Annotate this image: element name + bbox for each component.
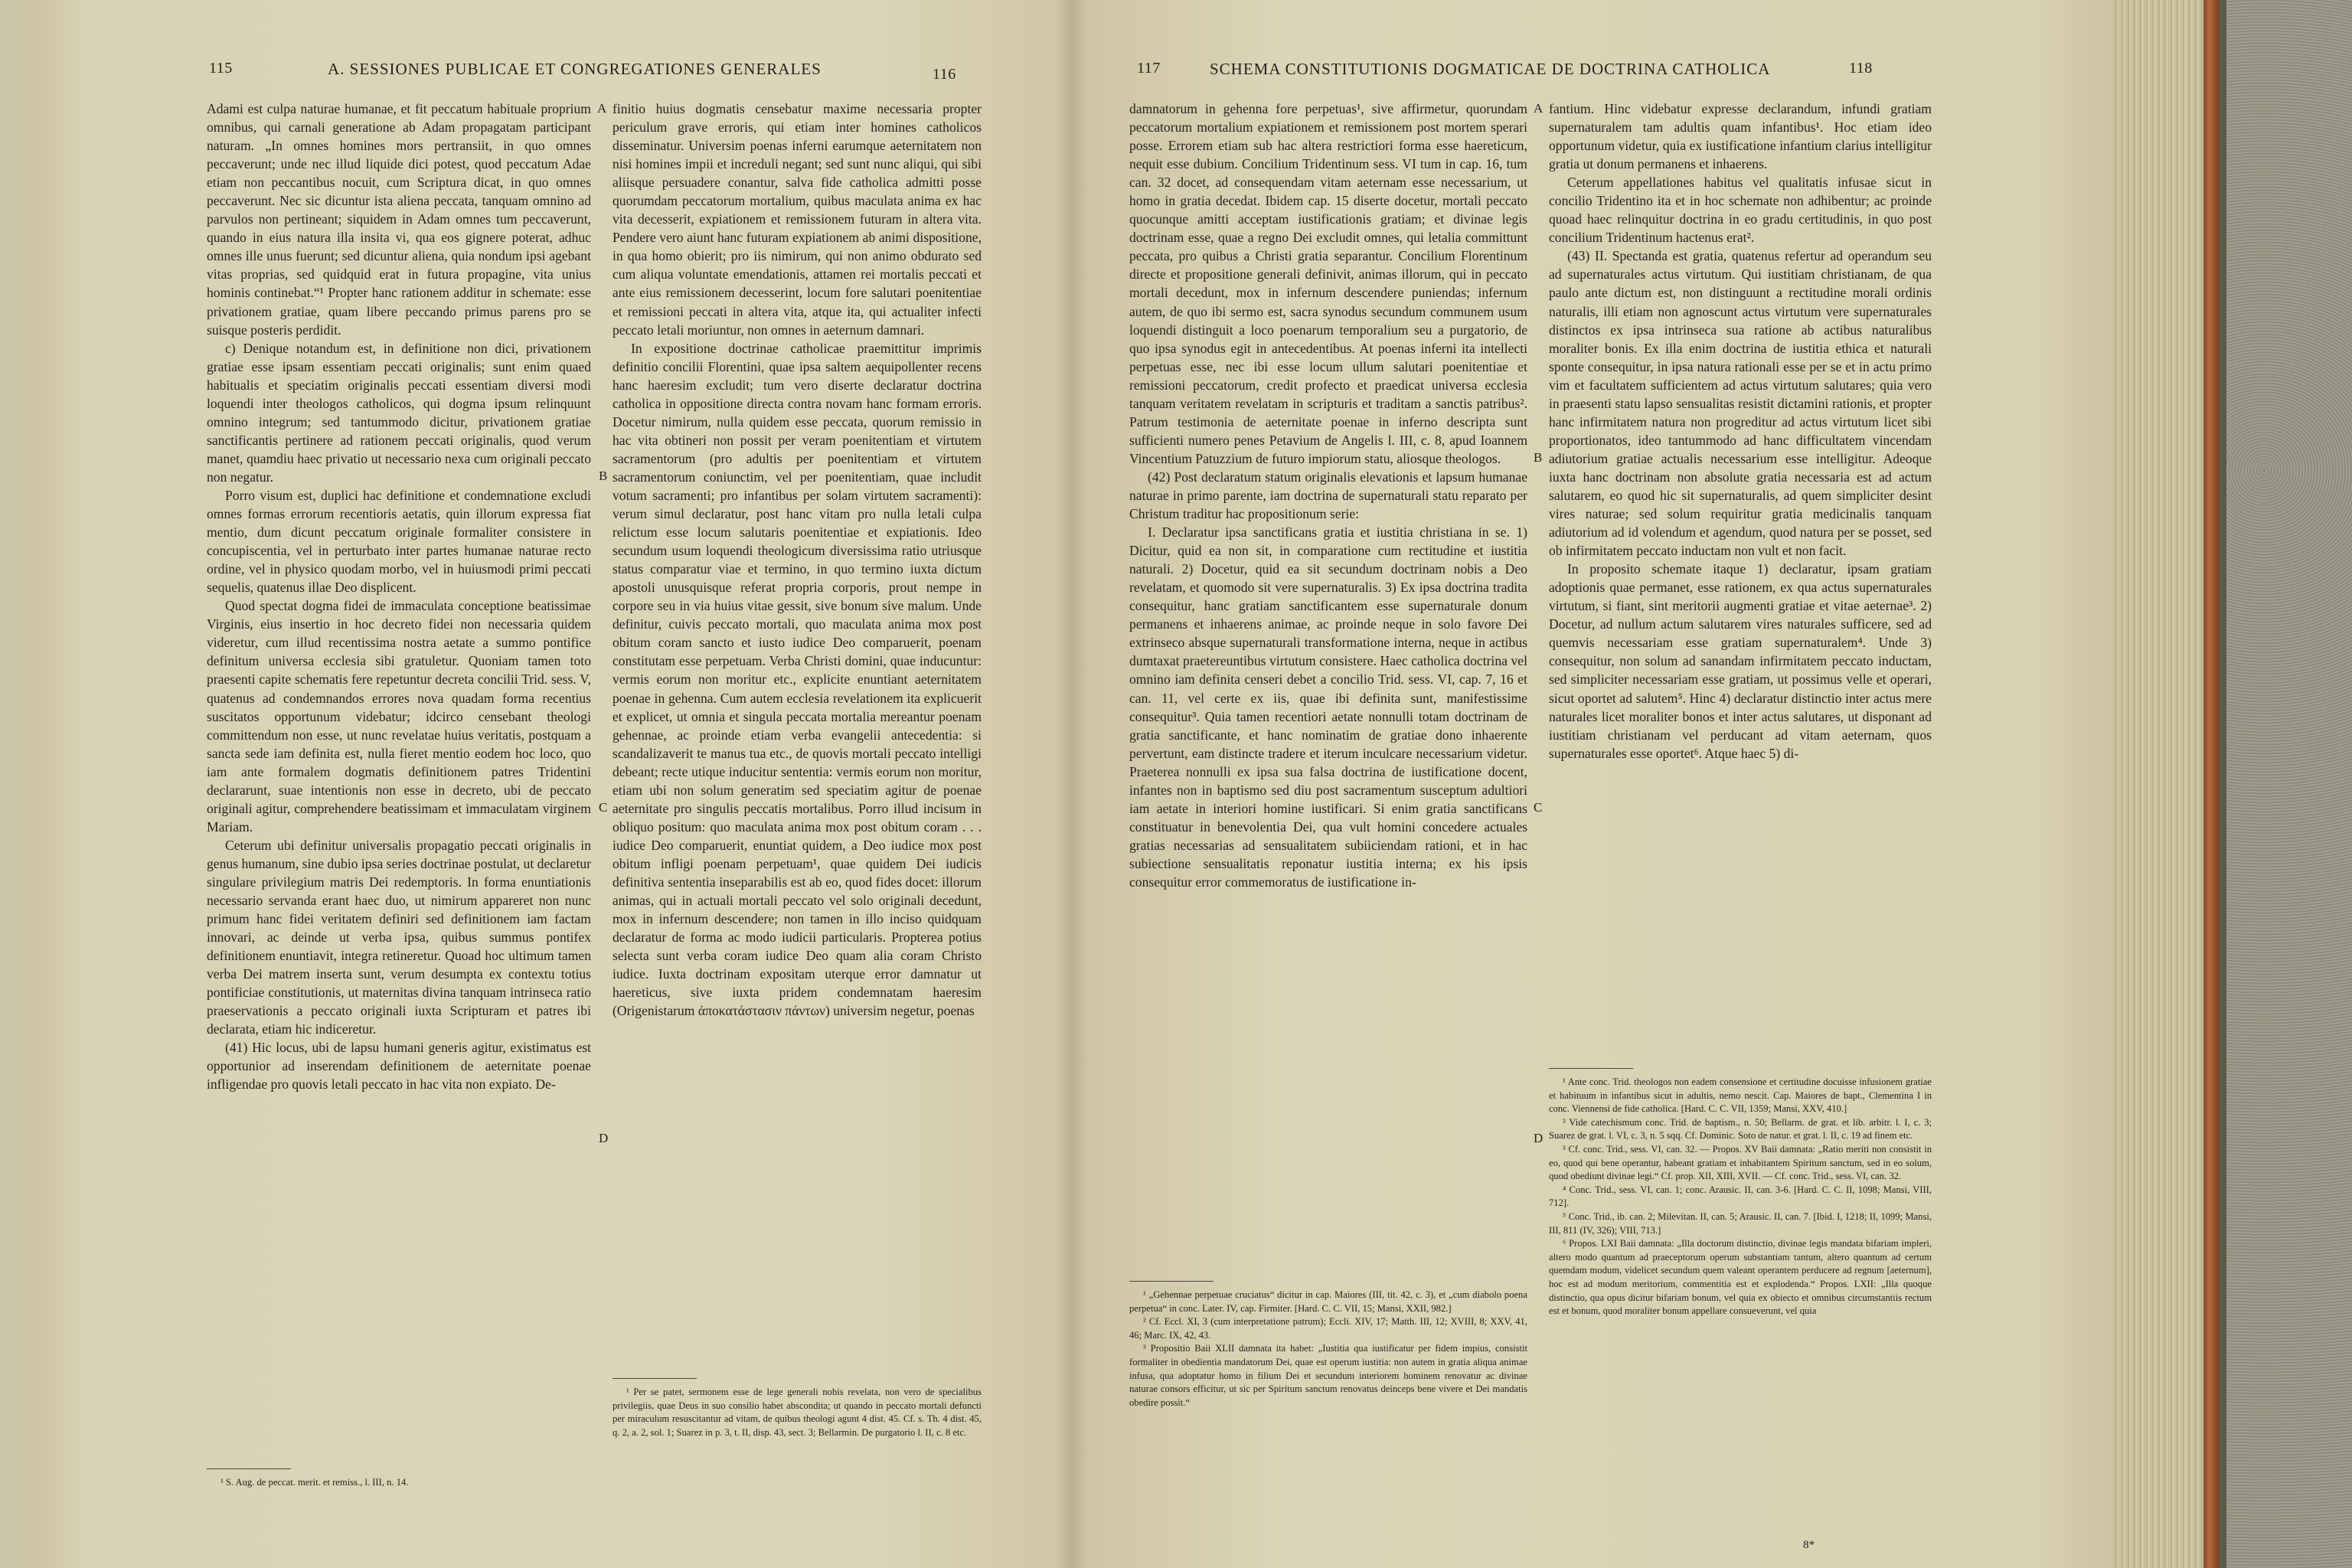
footnote: ⁵ Conc. Trid., ib. can. 2; Milevitan. II, can. 5; Arausic. II, can. 7. [Ibid. I, 1218; II, 1099; Mansi, III, 811 (IV, 326); VIII, 713.] [1549,1210,1932,1236]
right-running-title: SCHEMA CONSTITUTIONIS DOGMATICAE DE DOCTRINA CATHOLICA [1210,60,1771,78]
footnote: ³ Propositio Baii XLII damnata ita habet: „Iustitia qua iustificatur per fidem impius, consistit formaliter in obedientia mandatorum Dei, quae est operum iustitia: non autem in gratia aliqua animae infusa, qua adoptatur homo in filium Dei et secundum interiorem hominem renovatur ac divinae naturae consors efficitur, ut sic per Spiritum sanctum renovatus deinceps bene vivere et Dei mandatis obedire possit.“ [1129,1343,1527,1408]
right-page-number-117: 117 [1137,60,1161,77]
paragraph: Adami est culpa naturae humanae, et fit peccatum habituale proprium omnibus, qui carnali generatione ab Adam propagatam participant naturam. „In omnes homines mors pertransiit, in quo omnes peccaverunt; unde nec illud liquide dici potest, quod peccatum Adae etiam non peccantibus nocuit, cum Scriptura dicat, in quo omnes peccaverunt. Nec sic dicuntur ista aliena peccata, tanquam omnino ad parvulos non pertineant; siquidem in Adam omnes tum peccaverunt, quando in eius natura illa insita vi, qua eos gignere poterat, adhuc omnes ille unus fuerunt; sed dicuntur aliena, quia nondum ipsi agebant vitas proprias, sed quidquid erat in futura propagine, vita unius hominis continebat.“¹ Propter hanc rationem additur in schemate: esse privationem gratiae, quam libere peccando primus parens pro se suisque posteris perdidit. [207,101,591,338]
footnote-rule [612,1378,697,1379]
right-footnotes-col2 [1549,1076,1932,1318]
right-page [1076,0,2121,1568]
footnote: ⁴ Conc. Trid., sess. VI, can. 1; conc. Arausic. II, can. 3-6. [Hard. C. C. II, 1098; Mansi, VIII, 712]. [1549,1184,1932,1209]
left-page-number-116: 116 [933,66,956,83]
footnote: ⁶ Propos. LXI Baii damnata: „Illa doctorum distinctio, divinae legis mandata bifariam impleri, altero modo quantum ad praeceptorum operum substantiam tantum, altero quantum ad certum quemdam modum, videlicet secundum quem valeant operantem perducere ad regnum [aeternum], hoc est ad modum meritorium, commentitia est et explodenda.“ Propos. LXII: „Illa quoque distinctio, qua opus dicitur bifariam bonum, vel quia ex obiecto et omnibus circumstantiis rectum est et bonum, quod moraliter bonum appellare consueverunt, vel quia [1549,1238,1932,1317]
margin-letter-b: B [1534,450,1543,465]
page-edges [2113,0,2205,1568]
footnote: ¹ S. Aug. de peccat. merit. et remiss., l. III, n. 14. [220,1477,409,1488]
left-running-title: A. SESSIONES PUBLICAE ET CONGREGATIONES GENERALES [328,60,822,78]
signature-mark: 8* [1803,1539,1815,1551]
left-footnotes-col2 [612,1386,982,1439]
right-column-2 [1549,100,1932,763]
paragraph: c) Denique notandum est, in definitione non dici, privationem gratiae esse ipsam essentiam peccati originalis; sunt enim quaed habitualis et speciatim originalis peccati essentiam diversi modi loquendi inter theologos catholicos, qui dogma ipsum relinquunt omnino integrum; sed tantummodo dicitur, privationem gratiae sanctificantis pertinere ad rationem peccati originalis, quod verum manet, quamdiu haec privatio ut necessario nexa cum originali peccato non negatur. [207,340,591,485]
footnote-rule [1549,1068,1633,1069]
right-footnotes-col1 [1129,1289,1527,1410]
margin-letter-c: C [599,800,608,815]
paragraph: finitio huius dogmatis censebatur maxime necessaria propter periculum grave erroris, qui etiam inter homines catholicos disseminatur. Universim poenas inferni earumque aeternitatem non nisi homines impii et increduli negant; sed sunt nunc aliqui, qui sibi aliisque persuadere conantur, salva fide catholica admitti posse quorumdam peccatorum mortalium, quibus maculata anima ex hac vita decesserit, expiationem et remissionem futuram in altera vita. Pendere vero aiunt hanc futuram expiationem ab animi dispositione, in qua homo obierit; pro iis nimirum, qui non animo obdurato sed cum aliqua voluntate emendationis, attamen rei mortalis peccati et ante eius remissionem decesserint, locum fore salutari poenitentiae et remissioni peccati in altera vita, atque ita, qui actualiter infecti peccato letali moriuntur, non omnes in aeternum damnari. [612,101,982,338]
left-page-number-115: 115 [209,60,233,77]
margin-letter-b: B [599,469,608,483]
footnote: ² Vide catechismum conc. Trid. de baptism., n. 50; Bellarm. de grat. et lib. arbitr. l. I, c. 3; Suarez de grat. l. VI, c. 3, n. 5 sqq. Cf. Dominic. Soto de natur. et grat. l. II, c. 19 ad finem etc. [1549,1116,1932,1142]
paragraph: damnatorum in gehenna fore perpetuas¹, sive affirmetur, quorundam peccatorum mortalium expiationem et remissionem post mortem sperari posse. Errorem etiam sub hac altera restrictiori forma esse haereticum, nequit esse dubium. Concilium Tridentinum sess. VI tum in cap. 16, tum can. 32 docet, ad consequendam vitam aeternam esse necessarium, ut homo in gratia decedat. Ibidem cap. 15 diserte docetur, mortali peccato quocunque amitti acceptam iustificationis gratiam; et divinae legis doctrinam esse, quae a regno Dei excludit omnes, qui letalia committunt peccata, pro quibus a Christi gratia separantur. Concilium Florentinum directe et propositione generali definivit, animas illorum, qui in peccato mortali decedunt, mox in infernum descendere puniendas; infernum autem, de quo ibi sermo est, sacra synodus secundum communem usum loquendi distinguit a loco poenarum temporalium seu a purgatorio, de quo ipsa synodus egit in antecedentibus. At poenas inferni ita intellecti perpetuas esse, nec ibi esse locum ullum salutari poenitentiae et remissioni peccatorum, credit profecto et praedicat universa ecclesia tanquam veritatem revelatam in scripturis et traditam a sanctis patribus². Patrum testimonia de aeternitate poenae in inferno descripta sunt sufficienti numero penes Petavium de Angelis l. III, c. 8, apud Ioannem Vincentium Patuzzium de futuro impiorum statu, aliosque theologos. [1129,101,1527,466]
footnote: ¹ Per se patet, sermonem esse de lege generali nobis revelata, non vero de specialibus privilegiis, quae Deus in suo consilio habet abscondita; ut quando in peccato mortali defuncti per miraculum resuscitantur ad vitam, de quibus theologi agunt 4 dist. 45. Cf. s. Th. 4 dist. 45, q. 2, a. 2, sol. 1; Suarez in p. 3, t. II, disp. 43, sect. 3; Bellarmin. De purgatorio l. II, c. 8 etc. [612,1387,982,1438]
cover-edge [2219,0,2226,1568]
left-column-1 [207,100,591,1094]
cloth-background [2226,0,2352,1568]
right-column-1 [1129,100,1527,891]
cover-board [2203,0,2219,1568]
right-page-number-118: 118 [1849,60,1873,77]
footnote-rule [1129,1281,1214,1282]
margin-letter-a: A [597,101,607,116]
paragraph: (41) Hic locus, ubi de lapsu humani generis agitur, existimatus est opportunior ad inserendam definitionem de aeternitate poenae infligendae pro quovis letali peccato in hac vita non expiato. De- [207,1040,591,1093]
left-column-2 [612,100,982,1020]
left-running-head [23,60,1068,86]
left-page [23,0,1068,1568]
footnote-rule [207,1468,291,1469]
footnote: ³ Cf. conc. Trid., sess. VI, can. 32. — Propos. XV Baii damnata: „Ratio meriti non consistit in eo, quod qui bene operantur, habeant gratiam et inhabitantem Spiritum sanctum, sed in eo solum, quod obediunt divinae legi.“ Cf. prop. XII, XIII, XVII. — Cf. conc. Trid., sess. VI, can. 32. [1549,1143,1932,1182]
margin-letter-d: D [599,1131,609,1145]
paragraph: Quod spectat dogma fidei de immaculata conceptione beatissimae Virginis, eius insertio in hoc decreto fidei non necessaria quidem videretur, cum illud recentissima nostra aetate a summo pontifice definitum universa ecclesia sibi gratuletur. Quoniam tamen toto praesenti capite schematis fere repetuntur decreta concilii Trid. sess. V, quatenus ad condemnandos errores nova quadam forma recentius suscitatos opportunum videbatur; idcirco censebant theologi committendum non esse, ut nunc revelatae huius veritatis, postquam a sancta sede iam definita est, nulla fieret mentio eodem hoc loco, quo iam ante formalem dogmatis definitionem patres Tridentini declararunt, suae intentionis non esse in decreto, ubi de peccato originali agitur, comprehendere beatissimam et immaculatam virginem Mariam. [207,598,591,835]
margin-letter-d: D [1534,1131,1544,1145]
paragraph: Ceterum ubi definitur universalis propagatio peccati originalis in genus humanum, sine dubio ipsa series doctrinae postulat, ut declaretur singulare privilegium matris Dei redemptoris. In forma enuntiationis necessario servanda erant haec duo, ut nimirum appareret non nunc primum hanc fidei veritatem definiri sed definitionem iam factam innovari, ac deinde ut verba ipsa, quibus summus pontifex definitionem enuntiavit, integra retineretur. Quoad hoc ultimum tamen verba Dei matrem inserta sunt, verum desumpta ex contextu totius pontificiae constitutionis, ut maternitas divina tanquam intrinseca ratio praeservationis a peccato originali iuxta Scripturam et patres ibi declarata, etiam hic indiceretur. [207,837,591,1037]
paragraph: fantium. Hinc videbatur expresse declarandum, infundi gratiam supernaturalem tam adultis quam infantibus¹. Hoc etiam ideo opportunum videtur, quia ex iustificatione infantium clarius intelligitur gratia ut donum permanens et inhaerens. [1549,101,1932,172]
paragraph: Porro visum est, duplici hac definitione et condemnatione excludi omnes formas errorum recentioris aetatis, quin illorum expressa fiat mentio, dum dicunt peccatum originale formaliter consistere in concupiscentia, vel in perturbato inter partes humanae naturae recto ordine, vel in physico quodam morbo, vel in huiusmodi primi peccati sequelis, quatenus illae Deo displicent. [207,487,591,596]
footnote: ¹ Ante conc. Trid. theologos non eadem consensione et certitudine docuisse infusionem gratiae et habituum in infantibus sicut in adultis, nemo nescit. Cap. Maiores de bapt., Clementina I in conc. Viennensi de fide catholica. [Hard. C. C. VII, 1359; Mansi, XXV, 410.] [1549,1076,1932,1115]
margin-letter-a: A [1534,101,1544,116]
paragraph: I. Declaratur ipsa sanctificans gratia et iustitia christiana in se. 1) Dicitur, quid ea non sit, in comparatione cum rectitudine et iustitia naturali. 2) Docetur, quid ea sit secundum doctrinam nobis a Deo revelatam, et quomodo sit vere supernaturalis. 3) Ex ipsa doctrina tradita consequitur, hanc gratiam sanctificantem esse supernaturale donum permanens et inhaerens animae, ac proinde neque in solo favore Dei extrinseco absque supernaturali transformatione interna, neque in actibus dumtaxat praetereuntibus virtutum consistere. Haec catholica doctrina vel omnino iam definita censeri debet a concilio Trid. sess. VI, cap. 7, 16 et can. 11, vel certe ex iis, quae ibi definita sunt, manifestissime consequitur³. Quia tamen recentiori aetate nonnulli totam doctrinam de gratia sanctificante, et hanc nominatim de gratiae dono inhaerente pervertunt, eam distincte tradere et iterum inculcare necessarium videtur. Praeterea nonnulli ex ipsa sua falsa doctrina de iustificatione docent, infantes non in baptismo sed diu post sacramentum susceptum adultiori iam aetate in interiori homine iustificari. Si enim gratia sanctificans constituatur in benevolentia Dei, qua vult homini concedere actuales gratias necessarias ad sensualitatem subiiciendam rationi, et in hac subiectione sensualitatis reponatur iustitia interna; ex his ipsis consequitur error commemoratus de iustificatione in- [1129,524,1527,890]
footnote: ² Cf. Eccl. XI, 3 (cum interpretatione patrum); Eccli. XIV, 17; Matth. III, 12; XVIII, 8; XXV, 41, 46; Marc. IX, 42, 43. [1129,1316,1527,1341]
left-footnotes-col1 [207,1476,591,1490]
paragraph: (42) Post declaratum statum originalis elevationis et lapsum humanae naturae in primo parente, iam doctrina de supernaturali statu reparato per Christum traditur hac propositionum serie: [1129,469,1527,522]
paragraph: In proposito schemate itaque 1) declaratur, ipsam gratiam adoptionis quae permanet, esse rationem, ex qua actus supernaturales virtutum, si fiant, sint meritorii augmenti gratiae et vitae aeternae³. 2) Docetur, ad nullum actum salutarem vires naturales sufficere, sed ad quemvis necessariam esse gratiam supernaturalem⁴. Unde 3) consequitur, non solum ad sanandam infirmitatem peccato inductam, sed simpliciter necessariam esse gratiam, ut possimus velle et operari, sicut oportet ad salutem⁵. Hinc 4) declaratur distinctio inter actus mere naturales licet moraliter bonos et inter actus salutares, ut disponant ad iustitiam christianam vel perducant ad vitam aeternam, quos supernaturales esse oportet⁶. Atque haec 5) di- [1549,561,1932,761]
right-running-head [1076,60,2121,86]
footnote: ¹ „Gehennae perpetuae cruciatus“ dicitur in cap. Maiores (III, tit. 42, c. 3), et „cum diabolo poena perpetua“ in conc. Later. IV, cap. Firmiter. [Hard. C. C. VII, 15; Mansi, XXII, 982.] [1129,1289,1527,1314]
paragraph: (43) II. Spectanda est gratia, quatenus refertur ad operandum seu ad supernaturales actus virtutum. Qui iustitiam christianam, de qua paulo ante dictum est, non distinguunt a rectitudine morali ordinis naturalis, illi etiam non agnoscunt actus virtutum vere supernaturales distinctos ex ipsa intrinseca sua ratione ab actibus naturalibus moraliter bonis. Ex illa enim doctrina de iustitia ethica et naturali sponte consequitur, in ipsa natura rationali esse per se et in actu primo vim et facultatem sufficientem ad actus virtutum salutares; quia vero in praesenti statu lapso sensualitas resistit dictamini rationis, et propter hanc infirmitatem natura non progreditur ad actus virtutum licet sibi proportionatos, ideo tantummodo ad hanc difficultatem vincendam adiutorium gratiae actualis necessarium esse intelligitur. Adeoque iuxta hanc doctrinam non absolute gratia necessaria est ad actum salutarem, eo quod hic sit supernaturalis, ad quem simpliciter desint vires naturae; sed solum requiritur gratia medicinalis tanquam adiutorium ad id volendum et agendum, quod natura per se posset, sed ob infirmitatem peccato inductam non vult et non facit. [1549,248,1932,559]
margin-letter-c: C [1534,800,1543,815]
paragraph: In expositione doctrinae catholicae praemittitur imprimis definitio concilii Florentini, quae ipsa saltem aequipollenter recens hanc haeresim excludit; tum vero diserte declaratur doctrina catholica in oppositione directa contra novam hanc formam erroris. Docetur nimirum, nulla quidem esse peccata, quorum remissio in hac vita obtineri non possit per veram poenitentiam et virtutem sacramentorum (pro adultis per poenitentiam et virtutem sacramentorum coniunctim, vel per poenitentiam, quae includit votum sacramenti; pro infantibus per solam virtutem sacramenti): verum simul declaratur, post hanc vitam pro nulla letali culpa relictum esse locum salutaris poenitentiae et expiationis. Ideo secundum usum loquendi theologicum diversissima ratio utriusque status comparatur viae et termino, in quo termino iuxta dictum apostoli unusquisque referat propria corporis, prout nempe in corpore seu in via huius vitae gessit, sive bonum sive malum. Unde definitur, cuivis peccato mortali, quo maculata anima mox post obitum coram sancto et iusto iudice Deo comparuerit, poenam constitutam esse perpetuam. Verba Christi domini, quae inducuntur: vermis eorum non moritur etc., explicite enuntiant aeternitatem poenae in gehenna. Cum autem ecclesia revelationem ita explicuerit et explicet, ut omnia et singula peccata mortalia mereantur poenam gehennae, ac proinde etiam verba evangelii antecedentia: si scandalizaverit te manus tua etc., de quovis mortali peccato intelligi debeant; recte utique inducitur sententia: vermis eorum non moritur, etiam ubi non solum generatim sed speciatim agitur de poenae aeternitate pro singulis peccatis mortalibus. Porro illud incisum in obliquo positum: quo maculata anima mox post obitum coram . . . iudice Deo comparuerit, enuntiat quidem, a Deo iudice mox post obitum infligi poenam perpetuam¹, quae quidem Dei iudicis definitiva sententia inseparabilis est ab eo, quod fides docet: illorum animas, qui in actuali mortali peccato vel solo originali decedunt, mox in infernum descendere; non tamen in illo inciso quidquam declaratur de forma ac modo iudicii particularis. Propterea potius selecta sunt verba coram iudice Deo quam alia coram Christo iudice. Iuxta doctrinam expositam uterque error damnatur ut haereticus, sive iuxta pridem condemnatam haeresim (Origenistarum ἀποκατάστασιν πάντων) universim negetur, poenas [612,340,982,1019]
paragraph: Ceterum appellationes habitus vel qualitatis infusae sicut in concilio Tridentino ita et in hoc schemate non adhibentur; ac proinde quoad haec relinquitur doctrina in eo gradu certitudinis, in quo post concilium Tridentinum hactenus erat². [1549,175,1932,246]
